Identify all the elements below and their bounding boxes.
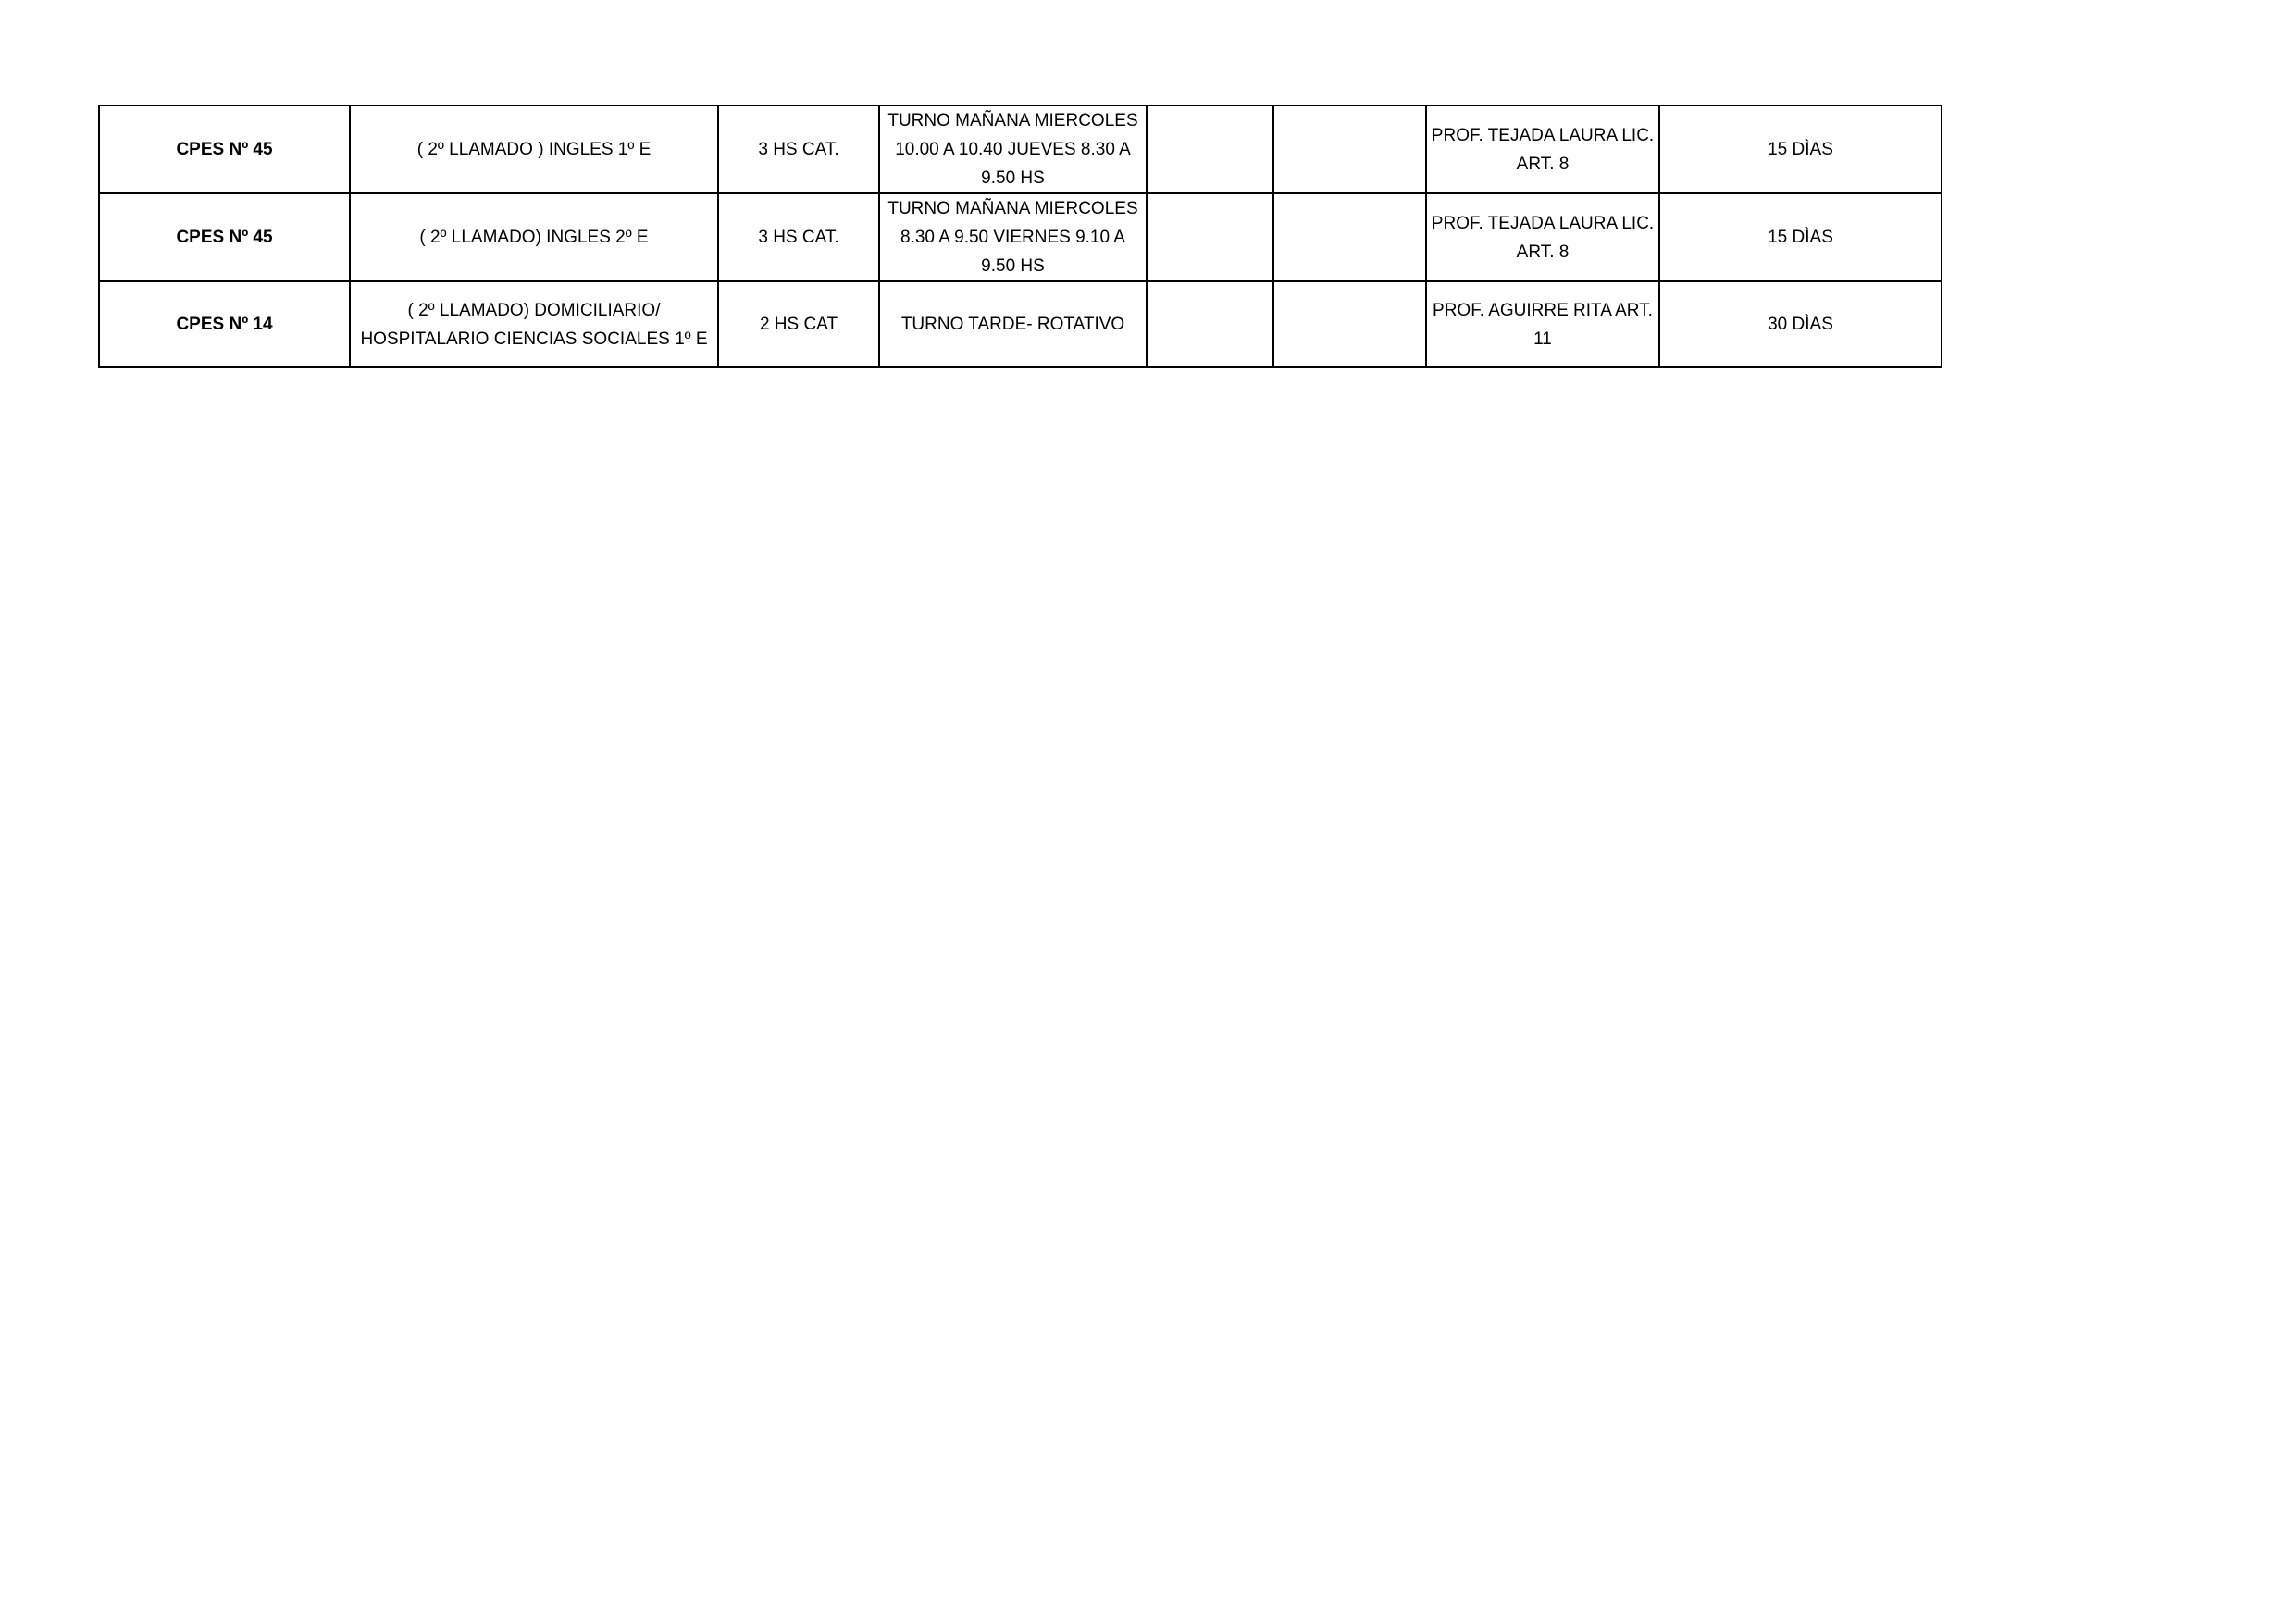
school-cell: CPES Nº 45 xyxy=(99,193,350,281)
subject-cell: ( 2º LLAMADO) INGLES 2º E xyxy=(350,193,718,281)
teacher-cell: PROF. AGUIRRE RITA ART. 11 xyxy=(1426,281,1659,367)
subject-cell: ( 2º LLAMADO) DOMICILIARIO/ HOSPITALARIO CIENCIAS SOCIALES 1º E xyxy=(350,281,718,367)
table-row xyxy=(99,281,1942,367)
subject-cell: ( 2º LLAMADO ) INGLES 1º E xyxy=(350,105,718,193)
hours-cell: 3 HS CAT. xyxy=(718,193,879,281)
schedule-cell: TURNO MAÑANA MIERCOLES 8.30 A 9.50 VIERNES 9.10 A 9.50 HS xyxy=(879,193,1147,281)
duration-cell: 15 DÌAS xyxy=(1659,105,1942,193)
schedule-cell: TURNO TARDE- ROTATIVO xyxy=(879,281,1147,367)
teacher-cell: PROF. TEJADA LAURA LIC. ART. 8 xyxy=(1426,193,1659,281)
teacher-cell: PROF. TEJADA LAURA LIC. ART. 8 xyxy=(1426,105,1659,193)
empty-cell xyxy=(1273,193,1426,281)
school-cell: CPES Nº 45 xyxy=(99,105,350,193)
duration-cell: 15 DÌAS xyxy=(1659,193,1942,281)
table-row xyxy=(99,193,1942,281)
table-row xyxy=(99,105,1942,193)
empty-cell xyxy=(1273,105,1426,193)
empty-cell xyxy=(1147,193,1273,281)
empty-cell xyxy=(1147,105,1273,193)
empty-cell xyxy=(1147,281,1273,367)
duration-cell: 30 DÌAS xyxy=(1659,281,1942,367)
hours-cell: 2 HS CAT xyxy=(718,281,879,367)
empty-cell xyxy=(1273,281,1426,367)
hours-cell: 3 HS CAT. xyxy=(718,105,879,193)
assignments-table xyxy=(98,105,1942,368)
schedule-cell: TURNO MAÑANA MIERCOLES 10.00 A 10.40 JUEVES 8.30 A 9.50 HS xyxy=(879,105,1147,193)
school-cell: CPES Nº 14 xyxy=(99,281,350,367)
